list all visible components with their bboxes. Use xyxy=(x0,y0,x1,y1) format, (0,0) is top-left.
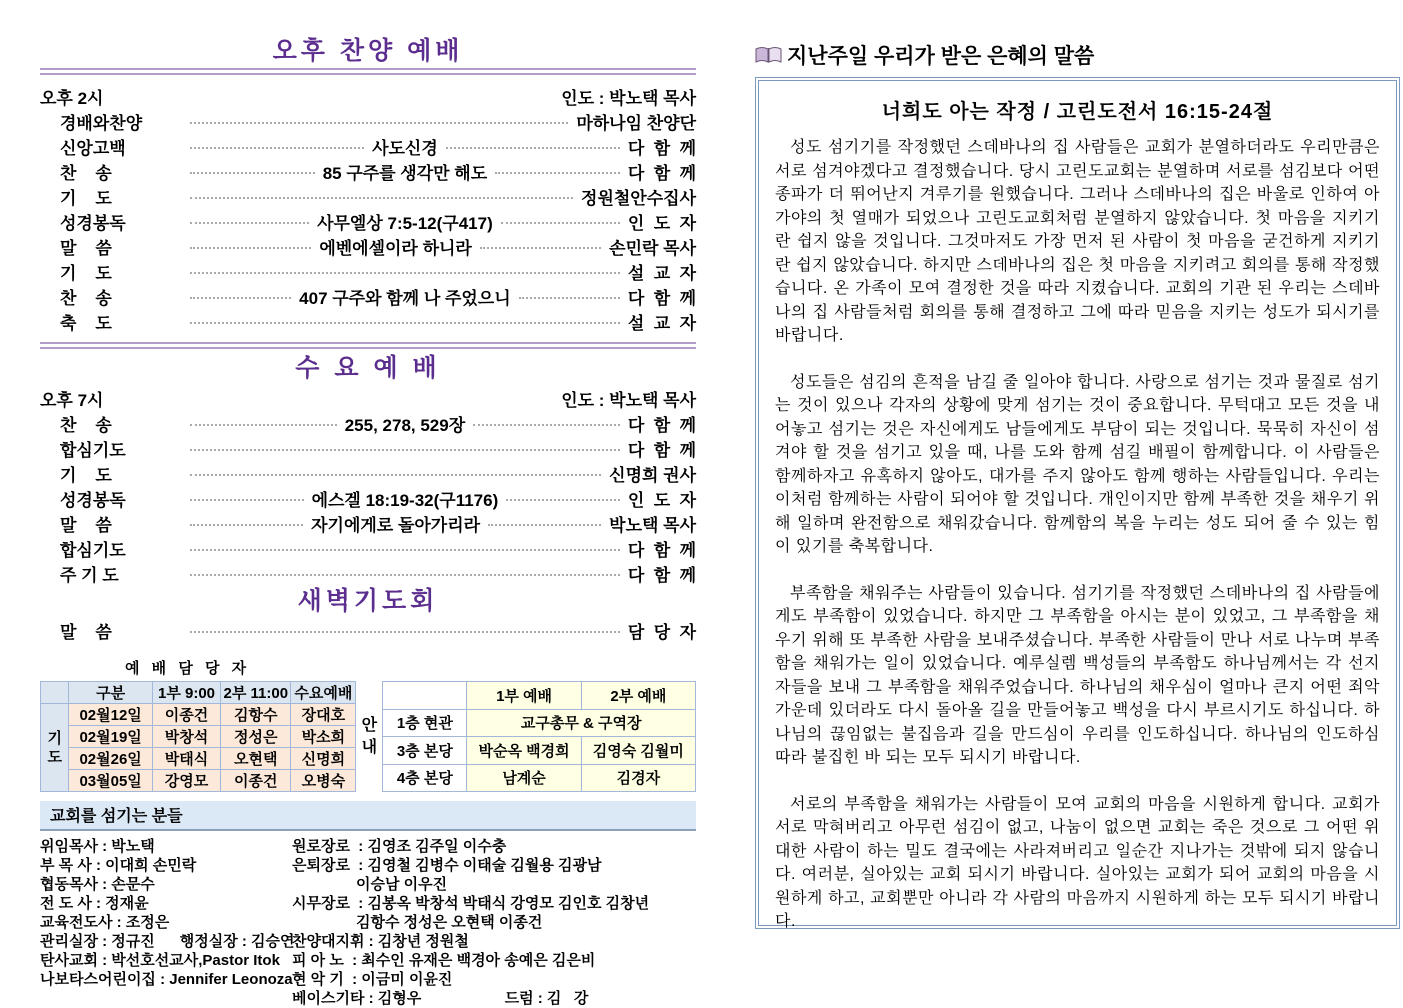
service-time-row xyxy=(40,385,696,411)
duty-cell: 이종건 xyxy=(221,770,291,792)
order-item-person: 다 함 께 xyxy=(627,289,696,308)
order-item-person: 다 함 께 xyxy=(627,441,696,460)
guide-header-cell xyxy=(383,682,467,710)
duty-row xyxy=(41,748,356,770)
duty-cell: 오현택 xyxy=(221,748,291,770)
staff-section-header: 교회를 섬기는 분들 xyxy=(40,801,696,831)
staff-line: 이승남 이우진 xyxy=(356,876,448,893)
order-row xyxy=(40,134,696,159)
order-item-label: 말 씀 xyxy=(60,516,112,535)
staff-left-column xyxy=(40,837,295,1008)
order-item-person: 인 도 자 xyxy=(627,491,696,510)
staff-line: 협동목사 : 손문수 xyxy=(40,876,155,893)
order-row xyxy=(40,234,696,259)
duty-row xyxy=(41,770,356,792)
duty-cell: 오병숙 xyxy=(291,770,356,792)
duty-cell: 박태식 xyxy=(152,748,220,770)
duty-header-cell: 구분 xyxy=(69,682,152,704)
dotted-leader xyxy=(190,172,315,174)
dotted-leader xyxy=(446,147,620,149)
dotted-leader xyxy=(190,322,620,324)
order-item-person: 담 당 자 xyxy=(627,623,696,642)
order-item-detail: 에스겔 18:19-32(구1176) xyxy=(311,491,499,510)
staff-line: 나보타스어린이집 : Jennifer Leonoza xyxy=(40,971,293,988)
dotted-leader xyxy=(473,424,620,426)
order-item-label: 경배와찬양 xyxy=(60,114,143,133)
dotted-leader xyxy=(190,631,620,633)
vertical-label-char: 내 xyxy=(361,738,378,756)
section-divider xyxy=(40,68,696,75)
guide-merged-cell: 교구총무 & 구역장 xyxy=(467,709,696,737)
staff-right-column xyxy=(292,837,696,1008)
duty-cell: 박소희 xyxy=(291,726,356,748)
service-leader: 인도 : 박노택 목사 xyxy=(561,88,696,108)
duty-header-cell: 수요예배 xyxy=(291,682,356,704)
dotted-leader xyxy=(190,297,291,299)
order-row xyxy=(40,536,696,561)
duty-row xyxy=(41,726,356,748)
order-item-label: 주 기 도 xyxy=(60,566,119,585)
duty-cell: 02월26일 xyxy=(69,748,152,770)
dotted-leader xyxy=(190,222,309,224)
order-item-label: 말 씀 xyxy=(60,239,112,258)
guide-cell: 김경자 xyxy=(581,764,695,792)
order-item-person: 다 함 께 xyxy=(627,139,696,158)
dotted-leader xyxy=(506,499,620,501)
order-row xyxy=(40,159,696,184)
service-title: 새벽기도회 xyxy=(297,587,439,615)
order-item-person: 다 함 께 xyxy=(627,416,697,435)
order-item-label: 기 도 xyxy=(60,189,112,208)
order-row xyxy=(40,618,696,643)
order-row xyxy=(40,461,696,486)
worship-order-page xyxy=(40,36,696,1008)
open-book-icon xyxy=(755,45,782,65)
service-leader: 인도 : 박노택 목사 xyxy=(561,390,696,410)
sermon-header-text: 지난주일 우리가 받은 은혜의 말씀 xyxy=(787,45,1095,68)
staff-line: 김항수 정성은 오현택 이종건 xyxy=(356,914,543,931)
dotted-leader xyxy=(190,524,303,526)
dotted-leader xyxy=(190,272,620,274)
order-item-person: 마하나임 찬양단 xyxy=(576,114,696,133)
order-row xyxy=(40,561,696,586)
staff-line: 전 도 사 : 정재윤 xyxy=(40,895,149,912)
order-item-person: 박노택 목사 xyxy=(609,516,697,535)
order-row xyxy=(40,411,696,436)
staff-line: 관리실장 : 정규진 행정실장 : 김승연 xyxy=(40,933,295,950)
order-row xyxy=(40,109,696,134)
staff-line: 시무장로 : 김봉옥 박창석 박태식 강영모 김인호 김창년 xyxy=(292,895,650,912)
guide-place-cell: 4층 본당 xyxy=(383,764,467,792)
sermon-box xyxy=(755,77,1400,929)
order-item-person: 다 함 께 xyxy=(627,164,697,183)
dotted-leader xyxy=(488,524,601,526)
vertical-label-char: 기 xyxy=(47,729,62,747)
order-row xyxy=(40,284,696,309)
duty-header-cell: 2부 11:00 xyxy=(221,682,291,704)
guide-header-row xyxy=(383,682,696,710)
dotted-leader xyxy=(190,574,620,576)
order-item-detail: 사무엘상 7:5-12(구417) xyxy=(317,214,493,233)
dotted-leader xyxy=(519,297,620,299)
order-item-label: 말 씀 xyxy=(60,623,112,642)
order-item-person: 설 교 자 xyxy=(627,314,696,333)
order-row xyxy=(40,259,696,284)
order-item-person: 다 함 께 xyxy=(627,566,696,585)
duty-row xyxy=(41,704,356,726)
dotted-leader xyxy=(190,499,304,501)
guide-row xyxy=(383,737,696,765)
duty-cell: 김항수 xyxy=(221,704,291,726)
order-item-label: 기 도 xyxy=(60,264,112,283)
service-title: 수 요 예 배 xyxy=(295,354,441,382)
order-item-detail: 자기에게로 돌아가리라 xyxy=(311,516,481,535)
order-item-label: 합심기도 xyxy=(60,441,126,460)
order-item-person: 손민락 목사 xyxy=(609,239,696,258)
duty-cell: 신명희 xyxy=(291,748,356,770)
staff-line: 은퇴장로 : 김영철 김병수 이태술 김월용 김광남 xyxy=(292,857,602,874)
guide-vertical-label xyxy=(356,681,382,792)
duty-header-row xyxy=(41,682,356,704)
guide-cell: 남계순 xyxy=(467,764,581,792)
dotted-leader xyxy=(190,247,311,249)
duty-corner-cell xyxy=(41,682,69,704)
guide-header-cell: 1부 예배 xyxy=(467,682,581,710)
duty-cell: 02월12일 xyxy=(69,704,152,726)
duty-table-caption: 예 배 담 당 자 xyxy=(125,660,251,677)
duty-cell: 박창석 xyxy=(152,726,220,748)
service-title: 오후 찬양 예배 xyxy=(272,37,464,65)
service-time-row xyxy=(40,83,696,109)
dotted-leader xyxy=(190,122,568,124)
staff-line: 위임목사 : 박노택 xyxy=(40,838,155,855)
staff-line: 부 목 사 : 이대희 손민락 xyxy=(40,857,197,874)
dotted-leader xyxy=(190,549,620,551)
sermon-title: 너희도 아는 작정 / 고린도전서 16:15-24절 xyxy=(881,101,1274,123)
guide-place-cell: 3층 본당 xyxy=(383,737,467,765)
order-row xyxy=(40,309,696,334)
guide-cell: 김영숙 김월미 xyxy=(581,737,695,765)
staff-line: 탄사교회 : 박선호선교사,Pastor Itok xyxy=(40,952,280,969)
order-item-person: 정원철안수집사 xyxy=(581,189,696,208)
order-row xyxy=(40,511,696,536)
order-item-person: 인 도 자 xyxy=(627,214,696,233)
duty-cell: 03월05일 xyxy=(69,770,152,792)
staff-line: 베이스기타 : 김형우 드럼 : 김 강 xyxy=(292,990,589,1007)
order-item-detail: 85 구주를 생각만 해도 xyxy=(322,164,488,183)
guide-row xyxy=(383,764,696,792)
guide-row xyxy=(383,709,696,737)
staff-line: 원로장로 : 김영조 김주일 이수충 xyxy=(292,838,507,855)
order-item-label: 성경봉독 xyxy=(60,491,126,510)
order-item-person: 신명희 권사 xyxy=(609,466,696,485)
sermon-paragraph: 부족함을 채워주는 사람들이 있습니다. 섬기기를 작정했던 스데바나의 집 사람들에게도 부족함이 있었습니다. 하지만 그 부족함을 아시는 분이 있었고, 그 부족함을 채우기 위해 또 부족한 사람을 보내주셨습니다. 부족한 사람들이 만나 서로 나누며 부족함을 채워가는 일이 있었습니다. 예루실렘 백성들의 부족함도 하나님께서는 각 선지자들을 보내 그 부족함을 채워주었습니다. 하나님의 채우심이 얼마나 큰지 어떤 죄악 가운데 있더라도 다시 돌아올 길을 만들어놓고 백성을 다시 부르시기도 하십니다. 하나님의 끊임없는 불집음과 길을 만드심이 우리를 인도하십니다. 하나님의 인도하심 따라 불집힌 바 되는 모두 되시기 바랍니다. xyxy=(775,584,1380,766)
order-item-label: 성경봉독 xyxy=(60,214,126,233)
dotted-leader xyxy=(190,449,620,451)
staff-columns xyxy=(40,837,696,1008)
order-item-label: 합심기도 xyxy=(60,541,126,560)
service-orders xyxy=(40,36,696,643)
staff-line: 교육전도사 : 조정은 xyxy=(40,914,170,931)
sermon-paragraph: 서로의 부족함을 채워가는 사람들이 모여 교회의 마음을 시원하게 합니다. 교회가 서로 막혀버리고 아무런 섬김이 없고, 나눔이 없으면 교회는 죽은 것으로 그 어떤 위대한 사람이 하는 밀도 결국에는 사라져버리고 일순간 지나가는 것밖에 되지 않습니다. 여러분, 실아있는 교회 되시기 바랍니다. 실아있는 교회가 되어 교회의 마음을 시원하게 하고, 교회뿐만 아니라 각 사람의 마음까지 시원하게 하는 모두 되시기 바랍니다. xyxy=(775,795,1380,930)
order-item-detail: 255, 278, 529장 xyxy=(344,416,466,435)
staff-line: 찬양대지휘 : 김창년 정원철 xyxy=(292,933,469,950)
order-row xyxy=(40,436,696,461)
order-row xyxy=(40,486,696,511)
dotted-leader xyxy=(480,247,601,249)
order-item-label: 기 도 xyxy=(60,466,112,485)
order-item-label: 찬 송 xyxy=(60,289,112,308)
order-item-label: 축 도 xyxy=(60,314,112,333)
guide-header-cell: 2부 예배 xyxy=(581,682,695,710)
sermon-page xyxy=(755,40,1400,929)
order-item-label: 신앙고백 xyxy=(60,139,126,158)
order-item-person: 다 함 께 xyxy=(627,541,696,560)
sermon-paragraph: 성도들은 섬김의 흔적을 남길 줄 일아야 합니다. 사랑으로 섬기는 것과 물질로 섬기는 것이 있으나 각자의 상황에 맞게 섬기는 것이 중요합니다. 무턱대고 모든 것을 내어놓고 섬기는 것은 자신에게도 남들에게도 부담이 되는 것입니다. 묵묵히 자신이 섬겨야 할 것을 섬기고 있을 때, 나를 도와 함께 섬길 배필이 함께합니다. 이 사람들은 함께하자고 유혹하지 않아도, 대가를 주지 않아도 함께 행하는 사람들입니다. 우리는 이처럼 함께하는 사람이 되어야 할 것입니다. 개인이지만 함께 부족한 것을 채우기 위해 일하며 완전함으로 채워갔습니다. 함께함의 복을 누리는 성도 되어 줄 수 있는 힘이 있기를 축복합니다. xyxy=(775,373,1380,555)
staff-line: 피 아 노 : 최수인 유재은 백경아 송예은 김은비 xyxy=(292,952,596,969)
service-time: 오후 7시 xyxy=(40,390,104,410)
duty-vertical-label xyxy=(41,704,69,792)
duty-cell: 강영모 xyxy=(152,770,220,792)
vertical-label-char: 도 xyxy=(47,748,62,766)
guide-table xyxy=(382,681,696,792)
order-item-person: 설 교 자 xyxy=(627,264,696,283)
order-row xyxy=(40,209,696,234)
dotted-leader xyxy=(495,172,620,174)
guide-place-cell: 1층 현관 xyxy=(383,709,467,737)
order-item-detail: 에벤에셀이라 하니라 xyxy=(319,239,472,258)
dotted-leader xyxy=(501,222,620,224)
order-item-detail: 407 구주와 함께 나 주었으니 xyxy=(299,289,511,308)
duty-cell: 정성은 xyxy=(221,726,291,748)
duty-guide-tables xyxy=(40,681,696,792)
dotted-leader xyxy=(190,147,364,149)
duty-cell: 이종건 xyxy=(152,704,220,726)
dotted-leader xyxy=(190,474,601,476)
duty-header-cell: 1부 9:00 xyxy=(152,682,220,704)
sermon-header xyxy=(755,40,1400,70)
dotted-leader xyxy=(190,197,573,199)
order-item-label: 찬 송 xyxy=(60,164,112,183)
section-divider xyxy=(40,342,696,349)
order-row xyxy=(40,184,696,209)
sermon-body xyxy=(775,136,1380,934)
sermon-paragraph: 성도 섬기기를 작정했던 스데바나의 집 사람들은 교회가 분열하더라도 우리만큼은 서로 섬겨야겠다고 결정했습니다. 당시 고린도교회는 분열하며 서로를 섬김보다 어떤 종파가 더 뛰어난지 겨루기를 원했습니다. 그러나 스데바나의 집은 바울로 인하여 아가야의 첫 열매가 되었으나 고린도교회처럼 분열하지 않았습니다. 첫 마음을 지키기란 쉽지 않을 것입니다. 그것마저도 가장 먼저 된 사람이 첫 마음을 굳건하게 지키기란 쉽지 않았습니다. 하지만 스데바나의 집은 첫 마음을 지키려고 회의를 통해 작정했습니다. 온 가족이 모여 결정한 것을 따라 지켰습니다. 교회의 기관 된 우리는 스데바나의 집 사람들처럼 회의를 통해 결정하고 그에 따라 믿음을 지키는 성도가 되시기를 바랍니다. xyxy=(775,139,1380,344)
duty-table xyxy=(40,681,356,792)
service-time: 오후 2시 xyxy=(40,88,104,108)
duty-cell: 02월19일 xyxy=(69,726,152,748)
dotted-leader xyxy=(190,424,337,426)
staff-line: 현 악 기 : 이금미 이윤진 xyxy=(292,971,453,988)
duty-cell: 장대호 xyxy=(291,704,356,726)
guide-cell: 박순옥 백경희 xyxy=(467,737,581,765)
vertical-label-char: 안 xyxy=(361,716,378,734)
order-item-detail: 사도신경 xyxy=(372,139,438,158)
order-item-label: 찬 송 xyxy=(60,416,112,435)
